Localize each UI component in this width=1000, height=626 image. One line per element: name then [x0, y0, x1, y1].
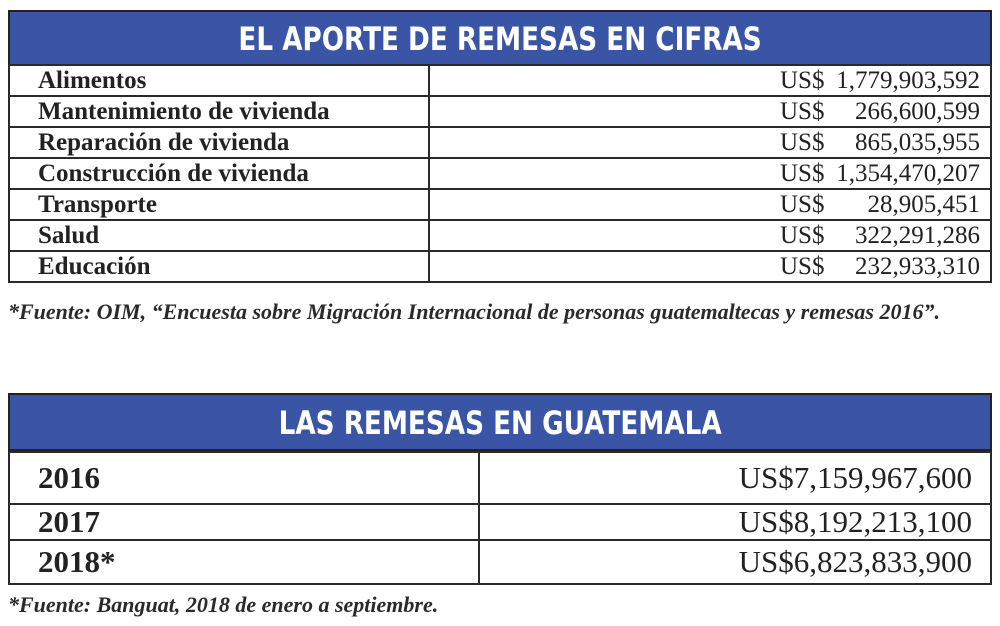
amount-value: 1,779,903,592	[836, 67, 980, 94]
currency-label: US$	[780, 129, 825, 156]
source-note: *Fuente: Banguat, 2018 de enero a septiembre.	[8, 592, 439, 617]
currency-label: US$	[780, 98, 825, 125]
row-value	[429, 96, 991, 127]
table-row	[9, 504, 991, 540]
row-value	[429, 65, 991, 96]
table-row	[9, 452, 991, 504]
row-label: Salud	[9, 220, 429, 251]
remittance-by-year-title-text: LAS REMESAS EN GUATEMALA	[278, 404, 722, 442]
table-row	[9, 127, 991, 158]
amount-value: 865,035,955	[855, 129, 980, 156]
source-note: *Fuente: OIM, “Encuesta sobre Migración Internacional de personas guatemaltecas y remesas 2016”.	[8, 299, 940, 324]
remittance-breakdown-title-text: EL APORTE DE REMESAS EN CIFRAS	[238, 20, 762, 58]
table-row	[9, 251, 991, 282]
row-label: Transporte	[9, 189, 429, 220]
table-row	[9, 158, 991, 189]
amount-value: US$8,192,213,100	[479, 504, 991, 540]
year-label: 2017	[9, 504, 479, 540]
year-label: 2016	[9, 452, 479, 504]
currency-label: US$	[780, 191, 825, 218]
row-value	[429, 251, 991, 282]
remittance-breakdown-table	[8, 64, 992, 283]
amount-value: 232,933,310	[855, 253, 980, 280]
row-value	[429, 127, 991, 158]
table-row	[9, 220, 991, 251]
year-label: 2018*	[9, 540, 479, 584]
row-label: Educación	[9, 251, 429, 282]
row-label: Reparación de vivienda	[9, 127, 429, 158]
currency-label: US$	[780, 67, 825, 94]
remittance-by-year-title	[8, 393, 992, 451]
table-row	[9, 189, 991, 220]
amount-value: US$6,823,833,900	[479, 540, 991, 584]
currency-label: US$	[780, 253, 825, 280]
row-value	[429, 220, 991, 251]
amount-value: 322,291,286	[855, 222, 980, 249]
table-row	[9, 96, 991, 127]
currency-label: US$	[780, 160, 825, 187]
table-row	[9, 65, 991, 96]
row-label: Construcción de vivienda	[9, 158, 429, 189]
remittance-breakdown-title	[8, 10, 992, 66]
row-label: Mantenimiento de vivienda	[9, 96, 429, 127]
row-value	[429, 189, 991, 220]
amount-value: 1,354,470,207	[836, 160, 980, 187]
table-row	[9, 540, 991, 584]
currency-label: US$	[780, 222, 825, 249]
remittance-by-year-table	[8, 451, 992, 585]
row-label: Alimentos	[9, 65, 429, 96]
row-value	[429, 158, 991, 189]
amount-value: 28,905,451	[867, 191, 980, 218]
amount-value: 266,600,599	[855, 98, 980, 125]
amount-value: US$7,159,967,600	[479, 452, 991, 504]
